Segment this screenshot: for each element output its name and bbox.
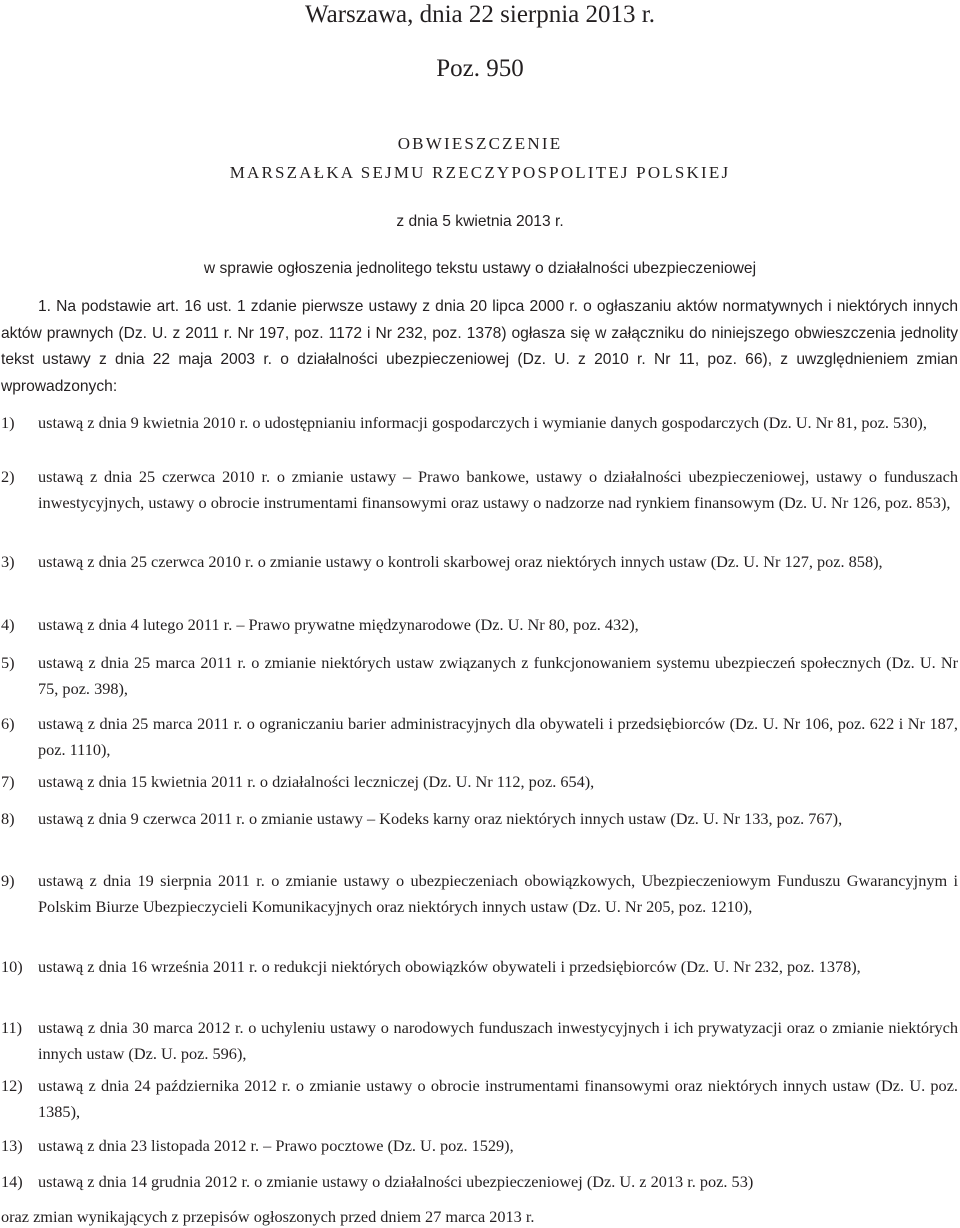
item-number: 12)	[1, 1076, 23, 1095]
item-text: ustawą z dnia 25 marca 2011 r. o zmianie niektórych ustaw związanych z funkcjonowaniem systemu ubezpieczeń społecznych (Dz. U. Nr 75, poz. 398),	[38, 653, 958, 698]
list-item	[1, 868, 958, 919]
list-item	[1, 954, 958, 980]
list-item	[1, 612, 958, 638]
position-number: Poz. 950	[436, 55, 524, 82]
item-number: 11)	[1, 1018, 23, 1037]
item-text: ustawą z dnia 25 marca 2011 r. o ograniczaniu barier administracyjnych dla obywateli i przedsiębiorców (Dz. U. Nr 106, poz. 622 i Nr 187, poz. 1110),	[38, 714, 958, 759]
list-item	[1, 549, 958, 575]
item-number: 8)	[1, 809, 15, 828]
document-issuer: MARSZAŁKA SEJMU RZECZYPOSPOLITEJ POLSKIEJ	[229, 163, 731, 182]
item-number: 6)	[1, 714, 15, 733]
item-number: 4)	[1, 615, 15, 634]
item-number: 1)	[1, 413, 15, 432]
item-number: 5)	[1, 653, 15, 672]
item-number: 3)	[1, 552, 15, 571]
item-text: ustawą z dnia 9 czerwca 2011 r. o zmianie ustawy – Kodeks karny oraz niektórych innych ustaw (Dz. U. Nr 133, poz. 767),	[38, 809, 843, 828]
item-text: ustawą z dnia 14 grudnia 2012 r. o zmianie ustawy o działalności ubezpieczeniowej (Dz. U. z 2013 r. poz. 53)	[38, 1172, 754, 1191]
list-item	[1, 806, 958, 832]
item-text: ustawą z dnia 30 marca 2012 r. o uchyleniu ustawy o narodowych funduszach inwestycyjnych i ich prywatyzacji oraz o zmianie niektórych innych ustaw (Dz. U. poz. 596),	[38, 1018, 958, 1063]
item-text: ustawą z dnia 15 kwietnia 2011 r. o działalności leczniczej (Dz. U. Nr 112, poz. 654),	[38, 772, 595, 791]
list-item	[1, 650, 958, 701]
item-number: 9)	[1, 871, 15, 890]
place-date-header: Warszawa, dnia 22 sierpnia 2013 r.	[305, 1, 655, 28]
item-text: ustawą z dnia 25 czerwca 2010 r. o zmianie ustawy – Prawo bankowe, ustawy o działalności ubezpieczeniowej, ustawy o funduszach inwestycyjnych, ustawy o obrocie instrumentami finansowymi oraz ustawy o nadzorze nad rynkiem finansowym (Dz. U. Nr 126, poz. 853),	[38, 467, 958, 512]
item-text: ustawą z dnia 25 czerwca 2010 r. o zmianie ustawy o kontroli skarbowej oraz niektórych innych ustaw (Dz. U. Nr 127, poz. 858),	[38, 552, 883, 571]
item-text: ustawą z dnia 24 października 2012 r. o zmianie ustawy o obrocie instrumentami finansowymi oraz niektórych innych ustaw (Dz. U. poz. 1385),	[38, 1076, 958, 1121]
closing-text: oraz zmian wynikających z przepisów ogłoszonych przed dniem 27 marca 2013 r.	[1, 1207, 535, 1226]
item-text: ustawą z dnia 9 kwietnia 2010 r. o udostępnianiu informacji gospodarczych i wymianie danych gospodarczych (Dz. U. Nr 81, poz. 530),	[38, 413, 927, 432]
list-item	[1, 769, 958, 795]
item-text: ustawą z dnia 4 lutego 2011 r. – Prawo prywatne międzynarodowe (Dz. U. Nr 80, poz. 432),	[38, 615, 639, 634]
list-item	[1, 1015, 958, 1066]
document-title: OBWIESZCZENIE	[397, 134, 563, 153]
item-number: 10)	[1, 957, 23, 976]
document-date: z dnia 5 kwietnia 2013 r.	[396, 213, 564, 230]
list-item	[1, 1073, 958, 1124]
intro-text: 1. Na podstawie art. 16 ust. 1 zdanie pierwsze ustawy z dnia 20 lipca 2000 r. o ogłaszaniu aktów normatywnych i niektórych innych aktów prawnych (Dz. U. z 2011 r. Nr 197, poz. 1172 i Nr 232, poz. 1378) ogłasza się w załączniku do niniejszego obwieszczenia jednolity tekst ustawy z dnia 22 maja 2003 r. o działalności ubezpieczeniowej (Dz. U. z 2010 r. Nr 11, poz. 66), z uwzględnieniem zmian wprowadzonych:	[1, 298, 958, 395]
intro-paragraph	[1, 293, 958, 399]
item-number: 14)	[1, 1172, 23, 1191]
item-text: ustawą z dnia 23 listopada 2012 r. – Prawo pocztowe (Dz. U. poz. 1529),	[38, 1136, 514, 1155]
list-item	[1, 464, 958, 515]
item-text: ustawą z dnia 16 września 2011 r. o redukcji niektórych obowiązków obywateli i przedsiębiorców (Dz. U. Nr 232, poz. 1378),	[38, 957, 861, 976]
item-number: 2)	[1, 467, 15, 486]
item-number: 13)	[1, 1136, 23, 1155]
item-text: ustawą z dnia 19 sierpnia 2011 r. o zmianie ustawy o ubezpieczeniach obowiązkowych, Ubezpieczeniowym Funduszu Gwarancyjnym i Polskim Biurze Ubezpieczycieli Komunikacyjnych oraz niektórych innych ustaw (Dz. U. Nr 205, poz. 1210),	[38, 871, 958, 916]
document-subject: w sprawie ogłoszenia jednolitego tekstu ustawy o działalności ubezpieczeniowej	[203, 260, 757, 277]
list-item	[1, 410, 958, 436]
list-item	[1, 1169, 958, 1195]
list-item	[1, 1133, 958, 1159]
item-number: 7)	[1, 772, 15, 791]
list-item	[1, 711, 958, 762]
